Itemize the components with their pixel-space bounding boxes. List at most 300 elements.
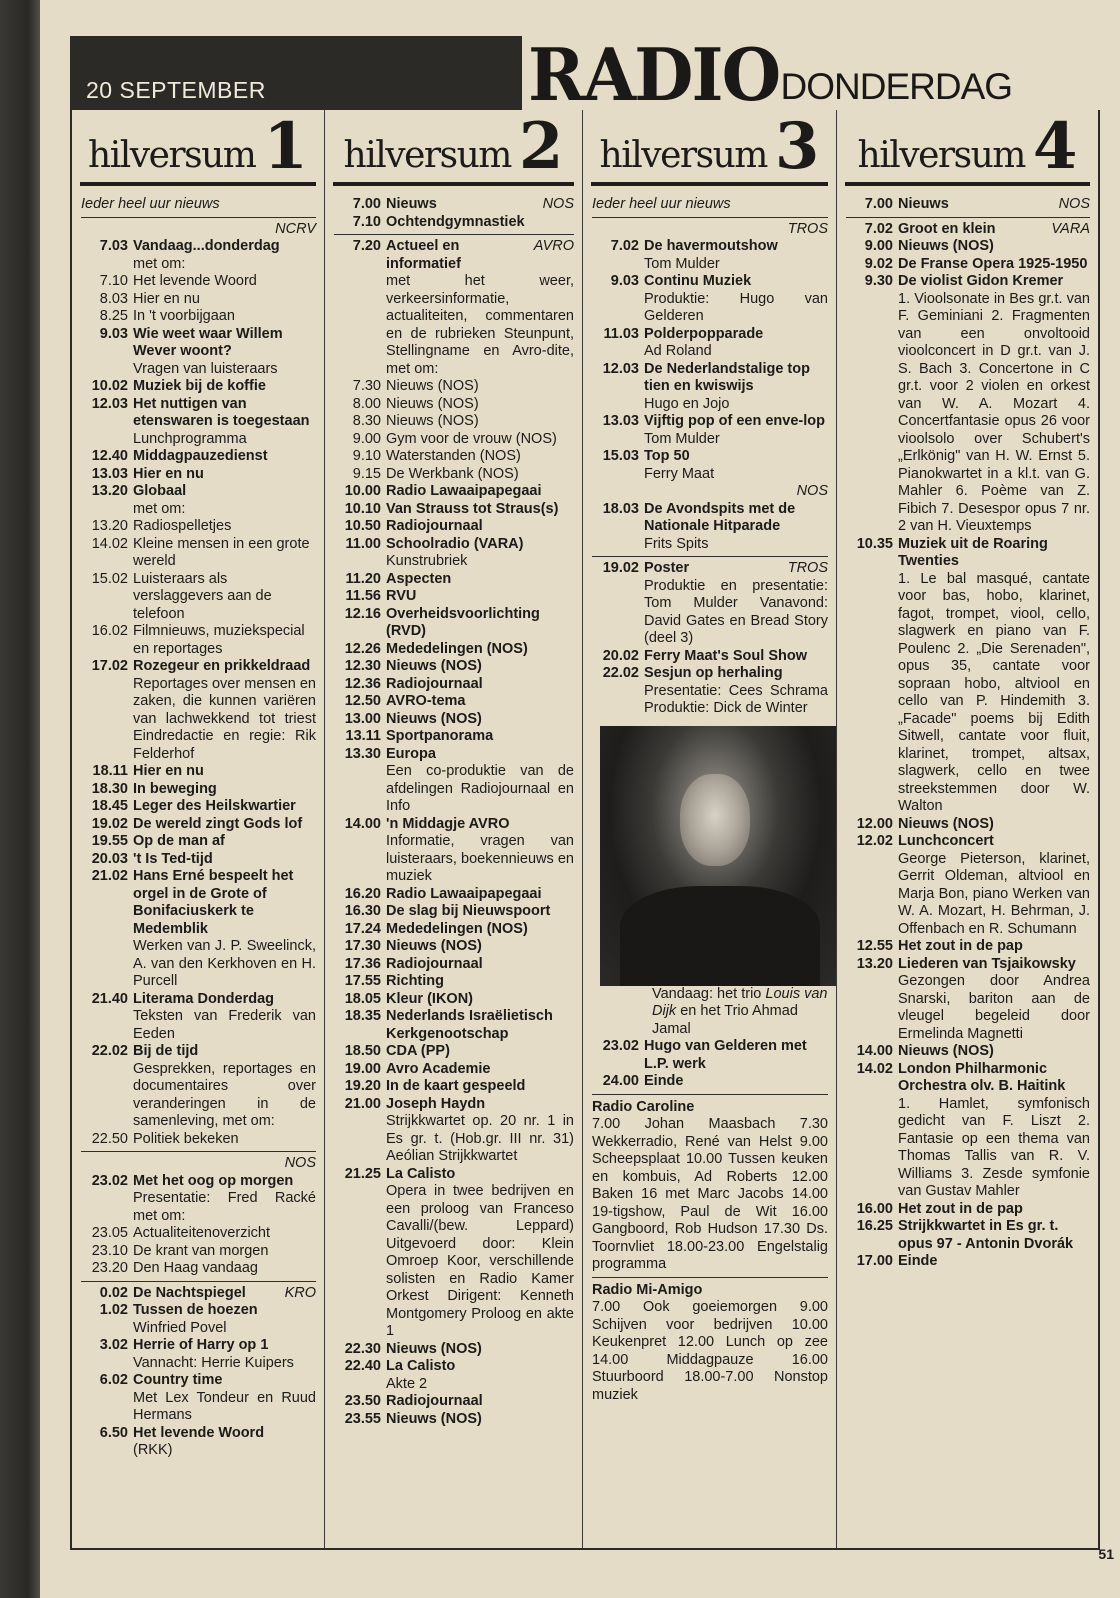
program-time: 22.50 xyxy=(91,1130,128,1147)
program-body xyxy=(133,518,316,536)
radio-caroline-schedule: 7.00 Johan Maasbach 7.30 Wekkerradio, René van Helst 9.00 Scheepsplaat 10.00 Tussen keuken en kombuis, Ad Roberts 12.00 Baken 16 met Marc Jacobs 14.00 19-tigshow, Paul de Wit 16.00 Gangboord, Rob Hudson 17.30 Ds. Toornvliet 18.00-23.00 Engelstalig programma xyxy=(592,1116,828,1272)
program-body xyxy=(898,256,1090,274)
program-title: Vijftig pop of een enve-lop xyxy=(644,413,825,429)
program-body xyxy=(133,273,316,291)
program-entry xyxy=(334,238,574,378)
program-entry xyxy=(334,1393,574,1411)
program-time: 17.55 xyxy=(344,973,381,989)
program-time: 6.50 xyxy=(99,1424,128,1441)
station-number: 3 xyxy=(774,110,820,184)
program-list xyxy=(583,186,836,1404)
program-body xyxy=(644,326,828,361)
program-body xyxy=(133,536,316,571)
program-body xyxy=(386,693,574,711)
section-divider xyxy=(592,217,828,218)
program-title: De wereld zingt Gods lof xyxy=(133,815,303,832)
section-divider xyxy=(592,1277,828,1278)
program-entry xyxy=(81,1043,316,1131)
program-body xyxy=(386,1393,574,1411)
program-time: 20.03 xyxy=(91,850,128,867)
program-body xyxy=(898,1043,1090,1061)
program-body xyxy=(133,221,316,239)
program-description: Ferry Maat xyxy=(644,465,715,482)
section-divider xyxy=(81,1151,316,1152)
station-number: 4 xyxy=(1032,110,1078,184)
banner-day-word: DONDERDAG xyxy=(780,66,1013,107)
program-body xyxy=(644,448,828,483)
program-subitem: Nieuws (NOS) xyxy=(386,378,479,394)
program-body xyxy=(133,396,316,449)
program-body xyxy=(644,361,828,414)
program-title: Bij de tijd xyxy=(133,1043,199,1059)
program-time: 15.03 xyxy=(602,448,639,464)
program-description: Tom Mulder xyxy=(644,430,720,447)
program-time: 6.02 xyxy=(99,1372,128,1388)
station-header xyxy=(845,110,1090,186)
program-title: De violist Gidon Kremer xyxy=(898,273,1064,289)
program-body xyxy=(133,816,316,834)
program-subitem: De Werkbank (NOS) xyxy=(386,465,519,482)
program-entry xyxy=(334,886,574,904)
program-time: 10.10 xyxy=(344,500,381,517)
station-number: 2 xyxy=(518,110,564,184)
program-body xyxy=(386,956,574,974)
magazine-page xyxy=(40,0,1120,1598)
program-entry xyxy=(334,1078,574,1096)
program-entry xyxy=(592,648,828,666)
program-time: 13.20 xyxy=(856,955,893,972)
section-divider xyxy=(334,234,574,235)
program-body xyxy=(898,196,1090,214)
program-entry xyxy=(846,1043,1090,1061)
program-body xyxy=(386,1341,574,1359)
program-entry xyxy=(334,991,574,1009)
program-entry xyxy=(846,273,1090,536)
broadcaster-label: AVRO xyxy=(533,238,574,254)
program-entry xyxy=(81,378,316,396)
program-title: Schoolradio (VARA) xyxy=(386,535,524,552)
page-number: 51 xyxy=(1098,1546,1114,1562)
program-entry xyxy=(81,1372,316,1425)
program-entry xyxy=(334,1166,574,1341)
program-body xyxy=(644,665,828,718)
program-body xyxy=(133,466,316,484)
program-title: Middagpauzedienst xyxy=(133,448,268,464)
program-body xyxy=(898,938,1090,956)
program-body xyxy=(644,221,828,239)
broadcaster-label: NCRV xyxy=(275,220,316,237)
program-time: 12.16 xyxy=(344,605,381,622)
program-title: Radio Lawaaipapegaai xyxy=(386,483,542,499)
program-description: Akte 2 xyxy=(386,1375,428,1392)
program-entry xyxy=(81,536,316,571)
program-entry xyxy=(592,665,828,718)
program-time: 19.02 xyxy=(602,560,639,576)
program-entry xyxy=(334,956,574,974)
program-entry xyxy=(334,938,574,956)
program-title: Hier en nu xyxy=(133,763,204,779)
photo-coat xyxy=(620,886,820,986)
column-hilversum-1 xyxy=(72,110,324,1548)
program-title: Nieuws xyxy=(386,196,437,212)
program-list xyxy=(325,186,582,1428)
program-body xyxy=(386,1411,574,1429)
program-title: Nieuws (NOS) xyxy=(386,1340,482,1357)
program-title: Overheidsvoorlichting (RVD) xyxy=(386,605,540,639)
program-body xyxy=(386,483,574,501)
program-time: 13.11 xyxy=(345,728,381,744)
program-subitem: Waterstanden (NOS) xyxy=(386,448,521,464)
program-body xyxy=(386,238,574,378)
program-entry xyxy=(334,536,574,571)
program-title: Nieuws (NOS) xyxy=(386,710,482,727)
program-description: 1. Le bal masqué, cantate voor bas, hobo, klarinet, fagot, trompet, viool, cello, slagwerk en piano van F. Poulenc 2. „Die Serenaden", opus 35, cantate voor sopraan hobo, altviool en cello van P. Hindemith 3. „Facade" poems bij Edith Sitwell, cantate voor fluit, klarinet, trompet, altsax, slagwerk, cello en twee streekstemmen door W. Walton xyxy=(898,570,1090,814)
program-entry xyxy=(592,483,828,501)
station-header xyxy=(591,110,828,186)
station-number: 1 xyxy=(263,110,308,184)
program-entry xyxy=(81,1173,316,1226)
program-entry xyxy=(334,431,574,449)
caption-text: Vandaag: het trio xyxy=(652,985,766,1002)
program-time: 18.05 xyxy=(344,990,381,1007)
program-entry xyxy=(81,273,316,291)
program-entry xyxy=(846,833,1090,938)
program-body xyxy=(644,1038,828,1073)
program-time: 17.36 xyxy=(344,955,381,972)
program-title: Polderpopparade xyxy=(644,325,764,342)
program-time: 12.30 xyxy=(344,658,381,674)
program-body xyxy=(898,816,1090,834)
program-body xyxy=(386,518,574,536)
program-entry xyxy=(592,448,828,483)
program-time: 3.02 xyxy=(99,1337,128,1353)
program-body xyxy=(133,1225,316,1243)
program-title: Nederlands Israëlietisch Kerkgenootschap xyxy=(386,1008,553,1042)
program-time: 22.40 xyxy=(344,1358,381,1374)
program-entry xyxy=(334,921,574,939)
station-name: hilversum xyxy=(599,135,767,176)
program-time: 13.03 xyxy=(602,413,639,429)
program-body xyxy=(133,1131,316,1149)
program-entry xyxy=(846,1218,1090,1253)
program-time: 9.00 xyxy=(352,430,381,447)
program-time: 13.03 xyxy=(91,465,128,482)
program-list xyxy=(72,186,324,1460)
program-body xyxy=(133,448,316,466)
program-title: In de kaart gespeeld xyxy=(386,1078,526,1094)
program-title: Het nuttigen van etenswaren is toegestaan xyxy=(133,395,310,429)
program-time: 24.00 xyxy=(602,1073,639,1089)
section-divider xyxy=(592,556,828,557)
program-time: 18.30 xyxy=(91,780,128,797)
program-entry xyxy=(81,448,316,466)
program-body xyxy=(133,238,316,273)
program-entry xyxy=(334,1061,574,1079)
program-entry xyxy=(334,973,574,991)
program-title: Joseph Haydn xyxy=(386,1095,486,1112)
program-time: 17.00 xyxy=(856,1253,893,1269)
program-title: Mededelingen (NOS) xyxy=(386,920,528,937)
program-body xyxy=(898,273,1090,536)
program-time: 21.02 xyxy=(91,868,128,884)
program-subitem: De krant van morgen xyxy=(133,1242,269,1259)
broadcaster-label: KRO xyxy=(284,1284,316,1301)
program-entry xyxy=(334,693,574,711)
program-entry xyxy=(592,501,828,554)
program-description: Frits Spits xyxy=(644,535,709,552)
program-body xyxy=(386,1043,574,1061)
program-description: (RKK) xyxy=(133,1442,173,1458)
program-title: Hier en nu xyxy=(133,465,204,482)
program-time: 23.20 xyxy=(91,1260,128,1276)
program-time: 12.40 xyxy=(91,448,128,464)
program-title: Het zout in de pap xyxy=(898,938,1023,954)
program-time: 19.55 xyxy=(91,833,128,849)
program-body xyxy=(386,413,574,431)
program-time: 9.03 xyxy=(99,325,128,342)
program-title: Strijkkwartet in Es gr. t. opus 97 - Antonin Dvorák xyxy=(898,1218,1074,1252)
program-body xyxy=(386,938,574,956)
program-description: Een co-produktie van de afdelingen Radiojournaal en Info xyxy=(386,763,574,814)
program-body xyxy=(133,868,316,991)
program-entry xyxy=(592,221,828,239)
program-title: Globaal xyxy=(133,483,187,499)
program-time: 9.03 xyxy=(610,273,639,289)
program-title: Groot en klein xyxy=(898,220,996,237)
photo-caption xyxy=(592,986,828,1039)
program-time: 11.03 xyxy=(603,325,639,342)
program-entry xyxy=(334,413,574,431)
program-body xyxy=(386,431,574,449)
artist-photo xyxy=(600,726,836,986)
program-title: CDA (PP) xyxy=(386,1043,450,1059)
program-time: 16.02 xyxy=(91,623,128,639)
program-entry xyxy=(334,728,574,746)
program-body xyxy=(386,728,574,746)
program-description: Werken van J. P. Sweelinck, A. van den Kerkhoven en H. Purcell xyxy=(133,938,316,989)
program-title: Met het oog op morgen xyxy=(133,1172,294,1189)
program-list xyxy=(837,186,1098,1271)
program-description: Presentatie: Cees Schrama Produktie: Dick de Winter xyxy=(644,682,828,716)
program-body xyxy=(386,396,574,414)
program-title: La Calisto xyxy=(386,1165,456,1182)
station-name: hilversum xyxy=(88,135,256,176)
station-header xyxy=(80,110,316,186)
program-body xyxy=(133,833,316,851)
program-time: 7.30 xyxy=(352,378,381,394)
program-body xyxy=(386,536,574,571)
program-entry xyxy=(81,1285,316,1303)
program-time: 14.00 xyxy=(344,815,381,832)
program-time: 13.20 xyxy=(91,483,128,499)
program-time: 12.26 xyxy=(344,640,381,657)
program-entry xyxy=(846,1201,1090,1219)
program-time: 21.00 xyxy=(344,1095,381,1112)
program-entry xyxy=(592,238,828,273)
program-title: La Calisto xyxy=(386,1358,456,1374)
program-entry xyxy=(334,378,574,396)
program-body xyxy=(644,501,828,554)
program-title: De havermoutshow xyxy=(644,238,778,254)
program-body xyxy=(133,1173,316,1226)
program-description: Hugo en Jojo xyxy=(644,395,730,412)
program-title: Hugo van Gelderen met L.P. werk xyxy=(644,1038,807,1072)
program-title: London Philharmonic Orchestra olv. B. Haitink xyxy=(898,1060,1066,1094)
program-title: Mededelingen (NOS) xyxy=(386,640,528,657)
program-body xyxy=(133,623,316,658)
program-entry xyxy=(334,606,574,641)
program-body xyxy=(644,273,828,326)
program-body xyxy=(386,1078,574,1096)
program-title: Nieuws (NOS) xyxy=(386,658,482,674)
program-entry xyxy=(334,1096,574,1166)
program-time: 8.00 xyxy=(352,395,381,412)
program-title: Vandaag...donderdag xyxy=(133,238,280,254)
broadcaster-label: VARA xyxy=(1051,220,1090,237)
broadcaster-label: NOS xyxy=(1058,196,1090,212)
program-title: Nieuws (NOS) xyxy=(898,1043,994,1059)
program-time: 21.40 xyxy=(91,990,128,1007)
program-entry xyxy=(81,1302,316,1337)
program-body xyxy=(133,781,316,799)
program-entry xyxy=(81,1337,316,1372)
program-body xyxy=(386,214,574,232)
program-body xyxy=(386,658,574,676)
program-entry xyxy=(81,291,316,309)
program-entry xyxy=(81,781,316,799)
program-description: Tom Mulder xyxy=(644,255,720,272)
program-title: Ochtendgymnastiek xyxy=(386,213,525,230)
program-entry xyxy=(81,833,316,851)
program-body xyxy=(386,991,574,1009)
program-entry xyxy=(592,273,828,326)
program-title: Rozegeur en prikkeldraad xyxy=(133,658,311,674)
program-description: Presentatie: Fred Racké met om: xyxy=(133,1190,316,1224)
program-subitem: Nieuws (NOS) xyxy=(386,395,479,412)
program-entry xyxy=(81,238,316,273)
program-body xyxy=(386,886,574,904)
program-title: Radiojournaal xyxy=(386,518,483,534)
program-body xyxy=(133,1425,316,1460)
program-body xyxy=(644,648,828,666)
program-body xyxy=(386,676,574,694)
program-body xyxy=(386,501,574,519)
program-entry xyxy=(592,1038,828,1073)
program-entry xyxy=(81,1225,316,1243)
program-entry xyxy=(334,588,574,606)
program-body xyxy=(644,238,828,273)
program-description: Reportages over mensen en zaken, die kunnen variëren van lachwekkend tot triest Eindredactie en regie: Rik Felderhof xyxy=(133,675,316,762)
program-title: De Avondspits met de Nationale Hitparade xyxy=(644,500,796,534)
program-title: De Nederlandstalige top tien en kwiswijs xyxy=(644,360,810,394)
program-description: Strijkkwartet op. 20 nr. 1 in Es gr. t. (Hob.gr. III nr. 31) Aeólian Strijkkwartet xyxy=(386,1113,574,1164)
program-time: 19.02 xyxy=(91,815,128,832)
program-time: 11.00 xyxy=(345,535,381,552)
program-entry xyxy=(81,518,316,536)
column-hilversum-2 xyxy=(324,110,582,1548)
program-entry xyxy=(334,641,574,659)
program-entry xyxy=(846,221,1090,239)
program-body xyxy=(898,1253,1090,1271)
section-divider xyxy=(592,1094,828,1095)
program-title: 'n Middagje AVRO xyxy=(386,815,510,832)
program-description: Ad Roland xyxy=(644,343,712,359)
column-hilversum-4 xyxy=(836,110,1098,1548)
program-time: 9.02 xyxy=(864,255,893,272)
program-title: Aspecten xyxy=(386,570,452,587)
program-body xyxy=(386,746,574,816)
program-time: 12.02 xyxy=(856,833,893,849)
caption-text: en het Trio Ahmad Jamal xyxy=(652,1003,798,1037)
program-time: 13.00 xyxy=(344,710,381,727)
program-description: Vragen van luisteraars xyxy=(133,360,278,377)
banner-radio-word: RADIO xyxy=(528,32,780,117)
program-entry xyxy=(334,746,574,816)
program-body xyxy=(386,378,574,396)
program-title: Hans Erné bespeelt het orgel in de Grote of Bonifaciuskerk te Medemblik xyxy=(133,868,294,937)
section-divider xyxy=(81,1281,316,1282)
program-time: 7.02 xyxy=(610,238,639,254)
program-body xyxy=(133,1043,316,1131)
program-time: 22.02 xyxy=(602,665,639,681)
program-body xyxy=(133,378,316,396)
program-body xyxy=(133,1260,316,1278)
hourly-news-note: Ieder heel uur nieuws xyxy=(592,196,731,212)
program-subitem: Politiek bekeken xyxy=(133,1130,239,1147)
program-description: George Pieterson, klarinet, Gerrit Oldeman, altviool en Marja Bon, piano Werken van W. A. Mozart, H. Behrman, J. Offenbach en R. Schumann xyxy=(898,850,1090,937)
program-entry xyxy=(81,396,316,449)
program-body xyxy=(898,956,1090,1044)
program-time: 23.02 xyxy=(602,1038,639,1054)
section-divider xyxy=(81,217,316,218)
program-title: Richting xyxy=(386,973,444,989)
program-title: Nieuws (NOS) xyxy=(386,1410,482,1427)
program-time: 9.30 xyxy=(864,273,893,289)
program-entry xyxy=(846,1061,1090,1201)
program-title: Tussen de hoezen xyxy=(133,1302,258,1318)
program-time: 16.25 xyxy=(856,1218,893,1234)
program-entry xyxy=(81,658,316,763)
program-time: 13.30 xyxy=(344,745,381,762)
program-entry xyxy=(81,1243,316,1261)
program-time: 11.20 xyxy=(345,570,381,587)
program-title: Van Strauss tot Straus(s) xyxy=(386,500,559,517)
program-title: Literama Donderdag xyxy=(133,990,274,1007)
program-time: 19.00 xyxy=(344,1060,381,1077)
program-time: 7.10 xyxy=(99,273,128,289)
program-time: 18.03 xyxy=(602,500,639,517)
program-description: met om: xyxy=(133,255,186,272)
program-subitem: In 't voorbijgaan xyxy=(133,308,235,324)
program-time xyxy=(592,221,644,239)
program-body xyxy=(386,903,574,921)
program-title: Country time xyxy=(133,1372,223,1388)
radio-mi-amigo-title: Radio Mi-Amigo xyxy=(592,1281,703,1298)
program-description: met het weer, verkeersinformatie, actualiteiten, commentaren en de rubrieken Steunpunt, Stellingname en Avro-dite, met om: xyxy=(386,273,574,377)
program-entry xyxy=(846,238,1090,256)
program-time: 17.24 xyxy=(344,920,381,937)
program-description: met om: xyxy=(133,500,186,517)
program-time: 23.50 xyxy=(344,1393,381,1409)
program-time: 12.55 xyxy=(856,938,893,954)
program-time: 7.03 xyxy=(99,238,128,254)
station-name: hilversum xyxy=(857,135,1025,176)
station-header xyxy=(333,110,574,186)
program-entry xyxy=(334,1043,574,1061)
program-entry xyxy=(592,1073,828,1091)
program-title: 't Is Ted-tijd xyxy=(133,850,213,867)
program-title: Lunchconcert xyxy=(898,833,994,849)
